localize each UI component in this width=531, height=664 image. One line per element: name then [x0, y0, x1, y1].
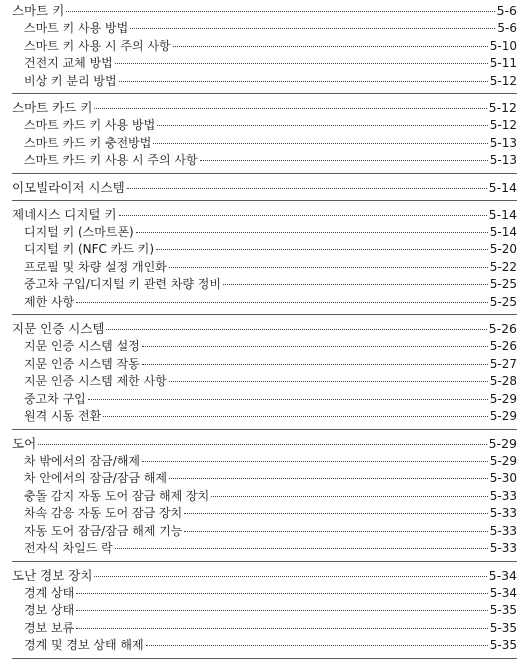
- page-number: 5-29: [489, 409, 517, 423]
- dot-leader: [173, 46, 488, 47]
- toc-entry[interactable]: [12, 408, 517, 426]
- toc-entry[interactable]: [12, 373, 517, 391]
- page-number: 5-10: [489, 38, 517, 53]
- page-number: 5-28: [489, 374, 517, 388]
- page-number: 5-11: [489, 56, 517, 70]
- entry-title: 지문 인증 시스템 작동: [24, 356, 140, 371]
- entry-title: 원격 시동 전환: [24, 409, 102, 423]
- entry-title: 스마트 카드 키: [12, 100, 93, 115]
- toc-entry[interactable]: [12, 135, 517, 153]
- dot-leader: [127, 188, 487, 189]
- dot-leader: [38, 444, 486, 445]
- dot-leader: [130, 28, 495, 29]
- entry-title: 중고차 구입/디지털 키 관련 차량 정비: [24, 277, 221, 291]
- toc-entry[interactable]: [12, 356, 517, 374]
- page-number: 5-35: [489, 620, 517, 635]
- entry-title: 스마트 키: [12, 3, 65, 18]
- toc-entry[interactable]: [12, 38, 517, 56]
- toc-section-heading[interactable]: [12, 179, 517, 197]
- dot-leader: [156, 249, 488, 250]
- entry-title: 디지털 키 (NFC 카드 키): [24, 242, 155, 256]
- toc-section-heading[interactable]: [12, 435, 517, 453]
- entry-title: 스마트 키 사용 시 주의 사항: [24, 38, 171, 53]
- toc-entry[interactable]: [12, 585, 517, 603]
- toc-entry[interactable]: [12, 73, 517, 91]
- page-number: 5-35: [489, 603, 517, 617]
- page-number: 5-34: [488, 567, 517, 583]
- toc-entry[interactable]: [12, 620, 517, 638]
- page-number: 5-14: [488, 179, 517, 195]
- entry-title: 경보 상태: [24, 603, 75, 617]
- toc-section-heading[interactable]: [12, 2, 517, 20]
- page-number: 5-33: [489, 541, 517, 555]
- dot-leader: [94, 576, 486, 577]
- toc-entry[interactable]: [12, 55, 517, 73]
- entry-title: 프로필 및 차량 설정 개인화: [24, 259, 167, 274]
- page-number: 5-30: [489, 471, 517, 485]
- page-number: 5-12: [488, 100, 517, 115]
- dot-leader: [136, 232, 488, 233]
- toc-entry[interactable]: [12, 523, 517, 541]
- dot-leader: [169, 267, 488, 268]
- toc-entry[interactable]: [12, 637, 517, 655]
- dot-leader: [153, 143, 487, 144]
- toc-section: [12, 320, 517, 430]
- page-number: 5-14: [488, 206, 517, 222]
- dot-leader: [169, 478, 488, 479]
- entry-title: 경계 및 경보 상태 해제: [24, 638, 144, 652]
- entry-title: 스마트 카드 키 사용 방법: [24, 118, 156, 132]
- dot-leader: [223, 284, 488, 285]
- toc-entry[interactable]: [12, 241, 517, 259]
- entry-title: 이모빌라이저 시스템: [12, 179, 125, 195]
- page-number: 5-33: [489, 506, 517, 520]
- dot-leader: [119, 215, 487, 216]
- dot-leader: [169, 381, 488, 382]
- toc-entry[interactable]: [12, 602, 517, 620]
- toc-section-heading[interactable]: [12, 99, 517, 117]
- toc-entry[interactable]: [12, 540, 517, 558]
- page-number: 5-29: [488, 435, 517, 451]
- dot-leader: [76, 593, 488, 594]
- dot-leader: [115, 548, 488, 549]
- page-number: 5-29: [489, 453, 517, 468]
- toc-entry[interactable]: [12, 391, 517, 409]
- page-number: 5-6: [496, 3, 517, 18]
- page-number: 5-27: [489, 356, 517, 371]
- toc-entry[interactable]: [12, 259, 517, 277]
- toc-entry[interactable]: [12, 20, 517, 38]
- dot-leader: [184, 531, 487, 532]
- entry-title: 전자식 차일드 락: [24, 541, 113, 555]
- entry-title: 제한 사항: [24, 294, 75, 309]
- entry-title: 경계 상태: [24, 585, 75, 600]
- entry-title: 자동 도어 잠금/잠금 해제 기능: [24, 523, 183, 538]
- toc-section: [12, 435, 517, 562]
- dot-leader: [142, 346, 488, 347]
- toc-section-heading[interactable]: [12, 567, 517, 585]
- toc-entry[interactable]: [12, 294, 517, 312]
- entry-title: 제네시스 디지털 키: [12, 206, 117, 222]
- page-number: 5-29: [489, 391, 517, 406]
- dot-leader: [142, 461, 488, 462]
- dot-leader: [103, 416, 488, 417]
- dot-leader: [76, 302, 488, 303]
- dot-leader: [200, 160, 488, 161]
- toc-section: [12, 2, 517, 94]
- entry-title: 차속 감응 자동 도어 잠금 장치: [24, 506, 183, 520]
- toc-entry[interactable]: [12, 276, 517, 294]
- dot-leader: [211, 496, 488, 497]
- page-number: 5-25: [489, 294, 517, 309]
- toc-entry[interactable]: [12, 488, 517, 506]
- entry-title: 지문 인증 시스템: [12, 321, 105, 336]
- dot-leader: [157, 125, 488, 126]
- entry-title: 건전지 교체 방법: [24, 56, 113, 70]
- dot-leader: [142, 364, 488, 365]
- dot-leader: [146, 645, 488, 646]
- toc-entry[interactable]: [12, 117, 517, 135]
- toc-section: [12, 179, 517, 201]
- dot-leader: [184, 513, 488, 514]
- page-number: 5-12: [489, 118, 517, 132]
- page-number: 5-13: [489, 153, 517, 167]
- page-number: 5-25: [489, 277, 517, 291]
- entry-title: 스마트 키 사용 방법: [24, 21, 129, 35]
- page-number: 5-6: [497, 21, 517, 35]
- toc-entry[interactable]: [12, 224, 517, 242]
- entry-title: 스마트 카드 키 사용 시 주의 사항: [24, 153, 198, 167]
- entry-title: 스마트 카드 키 충전방법: [24, 135, 152, 150]
- dot-leader: [115, 63, 488, 64]
- toc-section: [12, 206, 517, 316]
- page-number: 5-22: [489, 259, 517, 274]
- toc-entry[interactable]: [12, 470, 517, 488]
- dot-leader: [76, 610, 488, 611]
- dot-leader: [76, 628, 488, 629]
- page-number: 5-12: [489, 73, 517, 88]
- page-number: 5-13: [489, 135, 517, 150]
- entry-title: 디지털 키 (스마트폰): [24, 224, 134, 239]
- entry-title: 차 밖에서의 잠금/해제: [24, 453, 141, 468]
- entry-title: 차 안에서의 잠금/잠금 해제: [24, 471, 167, 485]
- toc-entry[interactable]: [12, 338, 517, 356]
- dot-leader: [88, 399, 488, 400]
- page-number: 5-35: [489, 638, 517, 652]
- toc-section: [12, 99, 517, 174]
- table-of-contents: [12, 2, 517, 664]
- dot-leader: [106, 329, 486, 330]
- dot-leader: [94, 108, 486, 109]
- toc-entry[interactable]: [12, 505, 517, 523]
- page-number: 5-33: [489, 488, 517, 503]
- entry-title: 도어: [12, 435, 37, 451]
- page-number: 5-14: [489, 224, 517, 239]
- entry-title: 경보 보류: [24, 620, 75, 635]
- entry-title: 지문 인증 시스템 제한 사항: [24, 374, 167, 388]
- page-number: 5-33: [489, 523, 517, 538]
- toc-section-heading[interactable]: [12, 206, 517, 224]
- entry-title: 비상 키 분리 방법: [24, 73, 117, 88]
- page-number: 5-34: [489, 585, 517, 600]
- page-number: 5-26: [489, 339, 517, 353]
- dot-leader: [119, 81, 488, 82]
- entry-title: 도난 경보 장치: [12, 567, 93, 583]
- entry-title: 충돌 감지 자동 도어 잠금 해제 장치: [24, 488, 210, 503]
- toc-entry[interactable]: [12, 453, 517, 471]
- page-number: 5-20: [489, 242, 517, 256]
- toc-section-heading[interactable]: [12, 320, 517, 338]
- entry-title: 중고차 구입: [24, 391, 86, 406]
- dot-leader: [66, 11, 494, 12]
- toc-section: [12, 567, 517, 659]
- toc-entry[interactable]: [12, 152, 517, 170]
- entry-title: 지문 인증 시스템 설정: [24, 339, 140, 353]
- page-number: 5-26: [488, 321, 517, 336]
